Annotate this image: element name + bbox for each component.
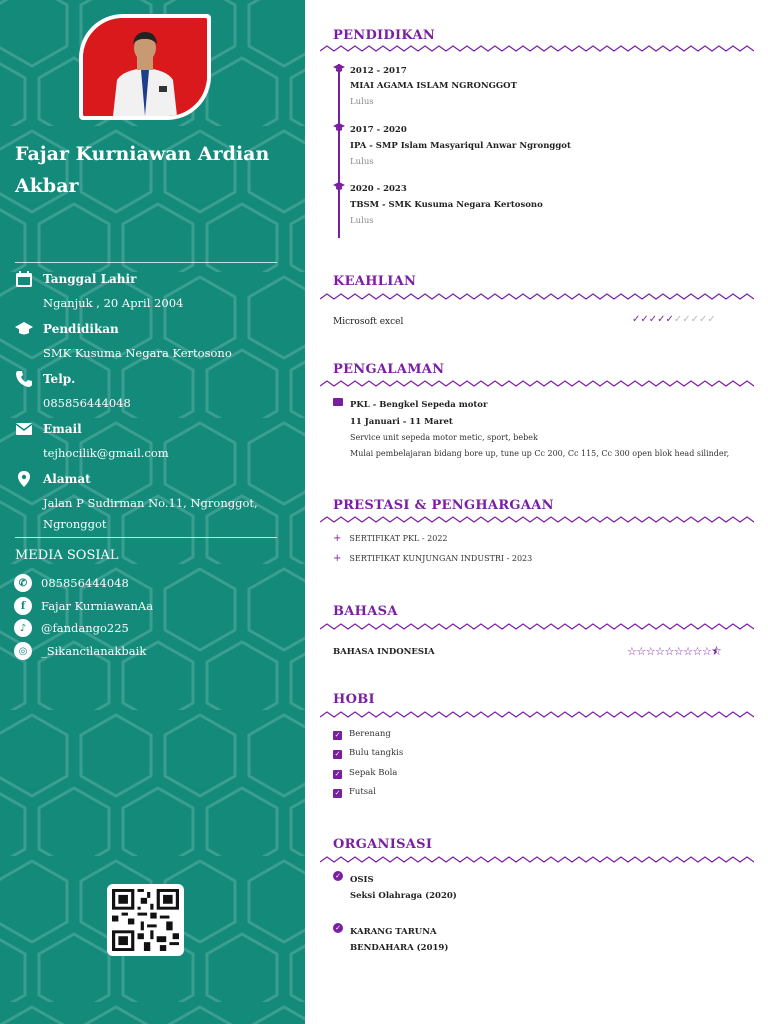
- section-title-experience: PENGALAMAN: [333, 362, 445, 377]
- section-title-skills: KEAHLIAN: [333, 274, 417, 289]
- education-year: 2020 - 2023: [350, 184, 407, 194]
- education-timeline: [338, 64, 340, 238]
- education-status: Lulus: [350, 97, 374, 107]
- skill-level-checks: ✓✓✓✓✓✓✓✓✓✓: [632, 314, 716, 325]
- experience-title: PKL - Bengkel Sepeda motor: [350, 400, 488, 410]
- section-title-languages: BAHASA: [333, 604, 398, 619]
- graduation-cap-icon: [333, 182, 345, 192]
- phone-icon: [15, 370, 33, 388]
- organization-role: Seksi Olahraga (2020): [350, 891, 457, 901]
- tiktok-icon: ♪: [14, 619, 32, 637]
- hobby-item: ✓ Berenang: [334, 729, 391, 739]
- organization-name: KARANG TARUNA: [350, 927, 437, 937]
- checkbox-icon: ✓: [334, 770, 341, 778]
- education-year: 2012 - 2017: [350, 66, 407, 76]
- graduation-cap-icon: [333, 64, 345, 74]
- zigzag-divider: [320, 379, 754, 389]
- social-media-title: MEDIA SOSIAL: [15, 548, 119, 563]
- section-title-organizations: ORGANISASI: [333, 837, 433, 852]
- sidebar-divider: [15, 537, 277, 538]
- experience-date: 11 Januari - 11 Maret: [350, 417, 453, 427]
- calendar-icon: [15, 270, 33, 288]
- check-circle-icon: ✓: [333, 871, 343, 881]
- graduation-cap-icon: [333, 123, 345, 133]
- education-school: TBSM - SMK Kusuma Negara Kertosono: [350, 200, 543, 210]
- profile-photo-frame: [79, 14, 211, 120]
- whatsapp-icon: ✆: [14, 574, 32, 592]
- section-title-education: PENDIDIKAN: [333, 28, 436, 43]
- briefcase-icon: [333, 398, 343, 406]
- award-item: + SERTIFIKAT PKL - 2022: [333, 533, 448, 544]
- instagram-icon: ◎: [14, 642, 32, 660]
- award-item: + SERTIFIKAT KUNJUNGAN INDUSTRI - 2023: [333, 553, 533, 564]
- language-rating-stars: ☆☆☆☆☆☆☆☆☆⯪: [627, 645, 722, 658]
- zigzag-divider: [320, 515, 754, 525]
- sidebar-divider: [15, 262, 277, 263]
- plus-icon: +: [333, 553, 342, 564]
- organization-name: OSIS: [350, 875, 374, 885]
- education-status: Lulus: [350, 216, 374, 226]
- education-school: IPA - SMP Islam Masyariqul Anwar Ngronggot: [350, 141, 571, 151]
- zigzag-divider: [320, 710, 754, 720]
- zigzag-divider: [320, 44, 754, 54]
- hobby-item: ✓ Bulu tangkis: [334, 748, 404, 758]
- plus-icon: +: [333, 533, 342, 544]
- email-icon: [15, 420, 33, 438]
- education-school: MIAI AGAMA ISLAM NGRONGGOT: [350, 81, 517, 91]
- qr-code[interactable]: [107, 884, 184, 956]
- zigzag-divider: [320, 622, 754, 632]
- zigzag-divider: [320, 855, 754, 865]
- language-name: BAHASA INDONESIA: [333, 647, 435, 657]
- graduation-cap-icon: [15, 320, 33, 338]
- zigzag-divider: [320, 292, 754, 302]
- facebook-icon: f: [14, 597, 32, 615]
- checkbox-icon: ✓: [334, 731, 341, 739]
- skill-name: Microsoft excel: [333, 317, 404, 327]
- hobby-item: ✓ Futsal: [334, 787, 376, 797]
- check-circle-icon: ✓: [333, 923, 343, 933]
- experience-desc: Service unit sepeda motor metic, sport, bebek: [350, 433, 538, 442]
- profile-photo: [83, 18, 207, 116]
- sidebar: Fajar Kurniawan Ardian Akbar Tanggal Lahir Nganjuk , 20 April 2004 Pendidikan SMK Kusuma Negara Kertosono Telp. 085856444048 Email tejhocilik@gmail.com Alamat Jalan P Sudirman No.11, Ngronggot, Ngronggot MEDIA SOSIAL ✆ 085856444048 f Fajar KurniawanAa ♪ @fandango225 ◎ _Sikancilanakbaik: [0, 0, 305, 1024]
- checkbox-icon: ✓: [334, 750, 341, 758]
- section-title-awards: PRESTASI & PENGHARGAAN: [333, 498, 554, 513]
- checkbox-icon: ✓: [334, 789, 341, 797]
- organization-role: BENDAHARA (2019): [350, 943, 449, 953]
- full-name: Fajar Kurniawan Ardian Akbar: [15, 143, 270, 197]
- experience-desc: Mulai pembelajaran bidang bore up, tune up Cc 200, Cc 115, Cc 300 open blok head silinder,: [350, 449, 730, 458]
- section-title-hobbies: HOBI: [333, 692, 375, 707]
- education-status: Lulus: [350, 157, 374, 167]
- education-year: 2017 - 2020: [350, 125, 407, 135]
- hobby-item: ✓ Sepak Bola: [334, 768, 398, 778]
- location-pin-icon: [15, 470, 33, 488]
